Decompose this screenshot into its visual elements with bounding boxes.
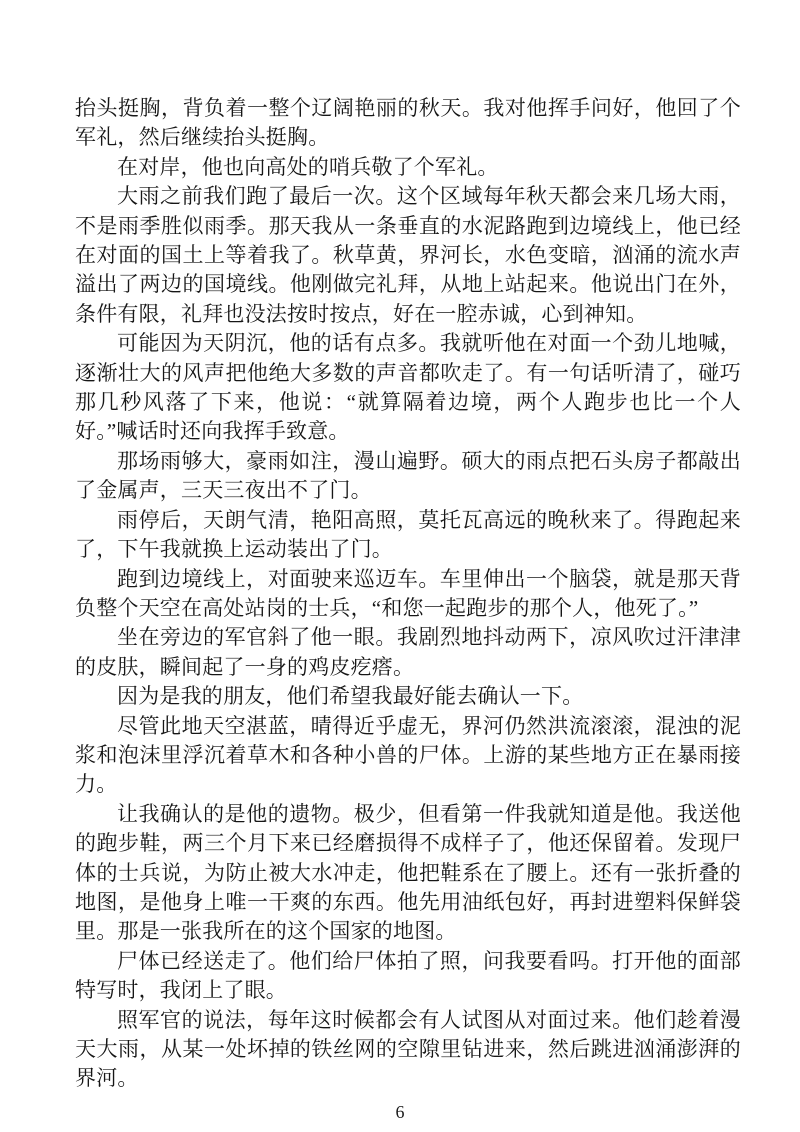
paragraph: 可能因为天阴沉，他的话有点多。我就听他在对面一个劲儿地喊，逐渐壮大的风声把他绝大多数的声音都吹走了。有一句话听清了，碰巧那几秒风落了下来，他说：“就算隔着边境，两个人跑步也比一个人好。”喊话时还向我挥手致意。 [75,331,741,444]
paragraph: 因为是我的朋友，他们希望我最好能去确认一下。 [117,684,584,709]
paragraph: 那场雨够大，豪雨如注，漫山遍野。硕大的雨点把石头房子都敲出了金属声，三天三夜出不了门。 [75,448,741,503]
paragraph: 抬头挺胸，背负着一整个辽阔艳丽的秋天。我对他挥手问好，他回了个军礼，然后继续抬头挺胸。 [75,96,741,150]
paragraph: 照军官的说法，每年这时候都会有人试图从对面过来。他们趁着漫天大雨，从某一处坏掉的铁丝网的空隙里钻进来，然后跳进汹涌澎湃的界河。 [75,1007,741,1091]
paragraph: 尸体已经送走了。他们给尸体拍了照，问我要看吗。打开他的面部特写时，我闭上了眼。 [75,948,741,1003]
paragraph: 在对岸，他也向高处的哨兵敬了个军礼。 [117,154,499,179]
paragraph: 让我确认的是他的遗物。极少，但看第一件我就知道是他。我送他的跑步鞋，两三个月下来已经磨损得不成样子了，他还保留着。发现尸体的士兵说，为防止被大水冲走，他把鞋系在了腰上。还有一张折叠的地图，是他身上唯一干爽的东西。他先用油纸包好，再封进塑料保鲜袋里。那是一张我所在的这个国家的地图。 [75,801,741,944]
paragraph: 跑到边境线上，对面驶来巡迈车。车里伸出一个脑袋，就是那天背负整个天空在高处站岗的士兵，“和您一起跑步的那个人，他死了。” [75,566,741,620]
page-number: 6 [395,1102,405,1122]
paragraph: 尽管此地天空湛蓝，晴得近乎虚无，界河仍然洪流滚滚，混浊的泥浆和泡沫里浮沉着草木和各种小兽的尸体。上游的某些地方正在暴雨接力。 [75,713,741,797]
paragraph: 大雨之前我们跑了最后一次。这个区域每年秋天都会来几场大雨，不是雨季胜似雨季。那天我从一条垂直的水泥路跑到边境线上，他已经在对面的国土上等着我了。秋草黄，界河长，水色变暗，汹涌的流水声溢出了两边的国境线。他刚做完礼拜，从地上站起来。他说出门在外，条件有限，礼拜也没法按时按点，好在一腔赤诚，心到神知。 [75,184,741,326]
paragraph: 雨停后，天朗气清，艳阳高照，莫托瓦高远的晚秋来了。得跑起来了，下午我就换上运动装出了门。 [75,507,741,562]
paragraph: 坐在旁边的军官斜了他一眼。我剧烈地抖动两下，凉风吹过汗津津的皮肤，瞬间起了一身的鸡皮疙瘩。 [75,625,741,679]
page-text-block [75,94,741,1094]
